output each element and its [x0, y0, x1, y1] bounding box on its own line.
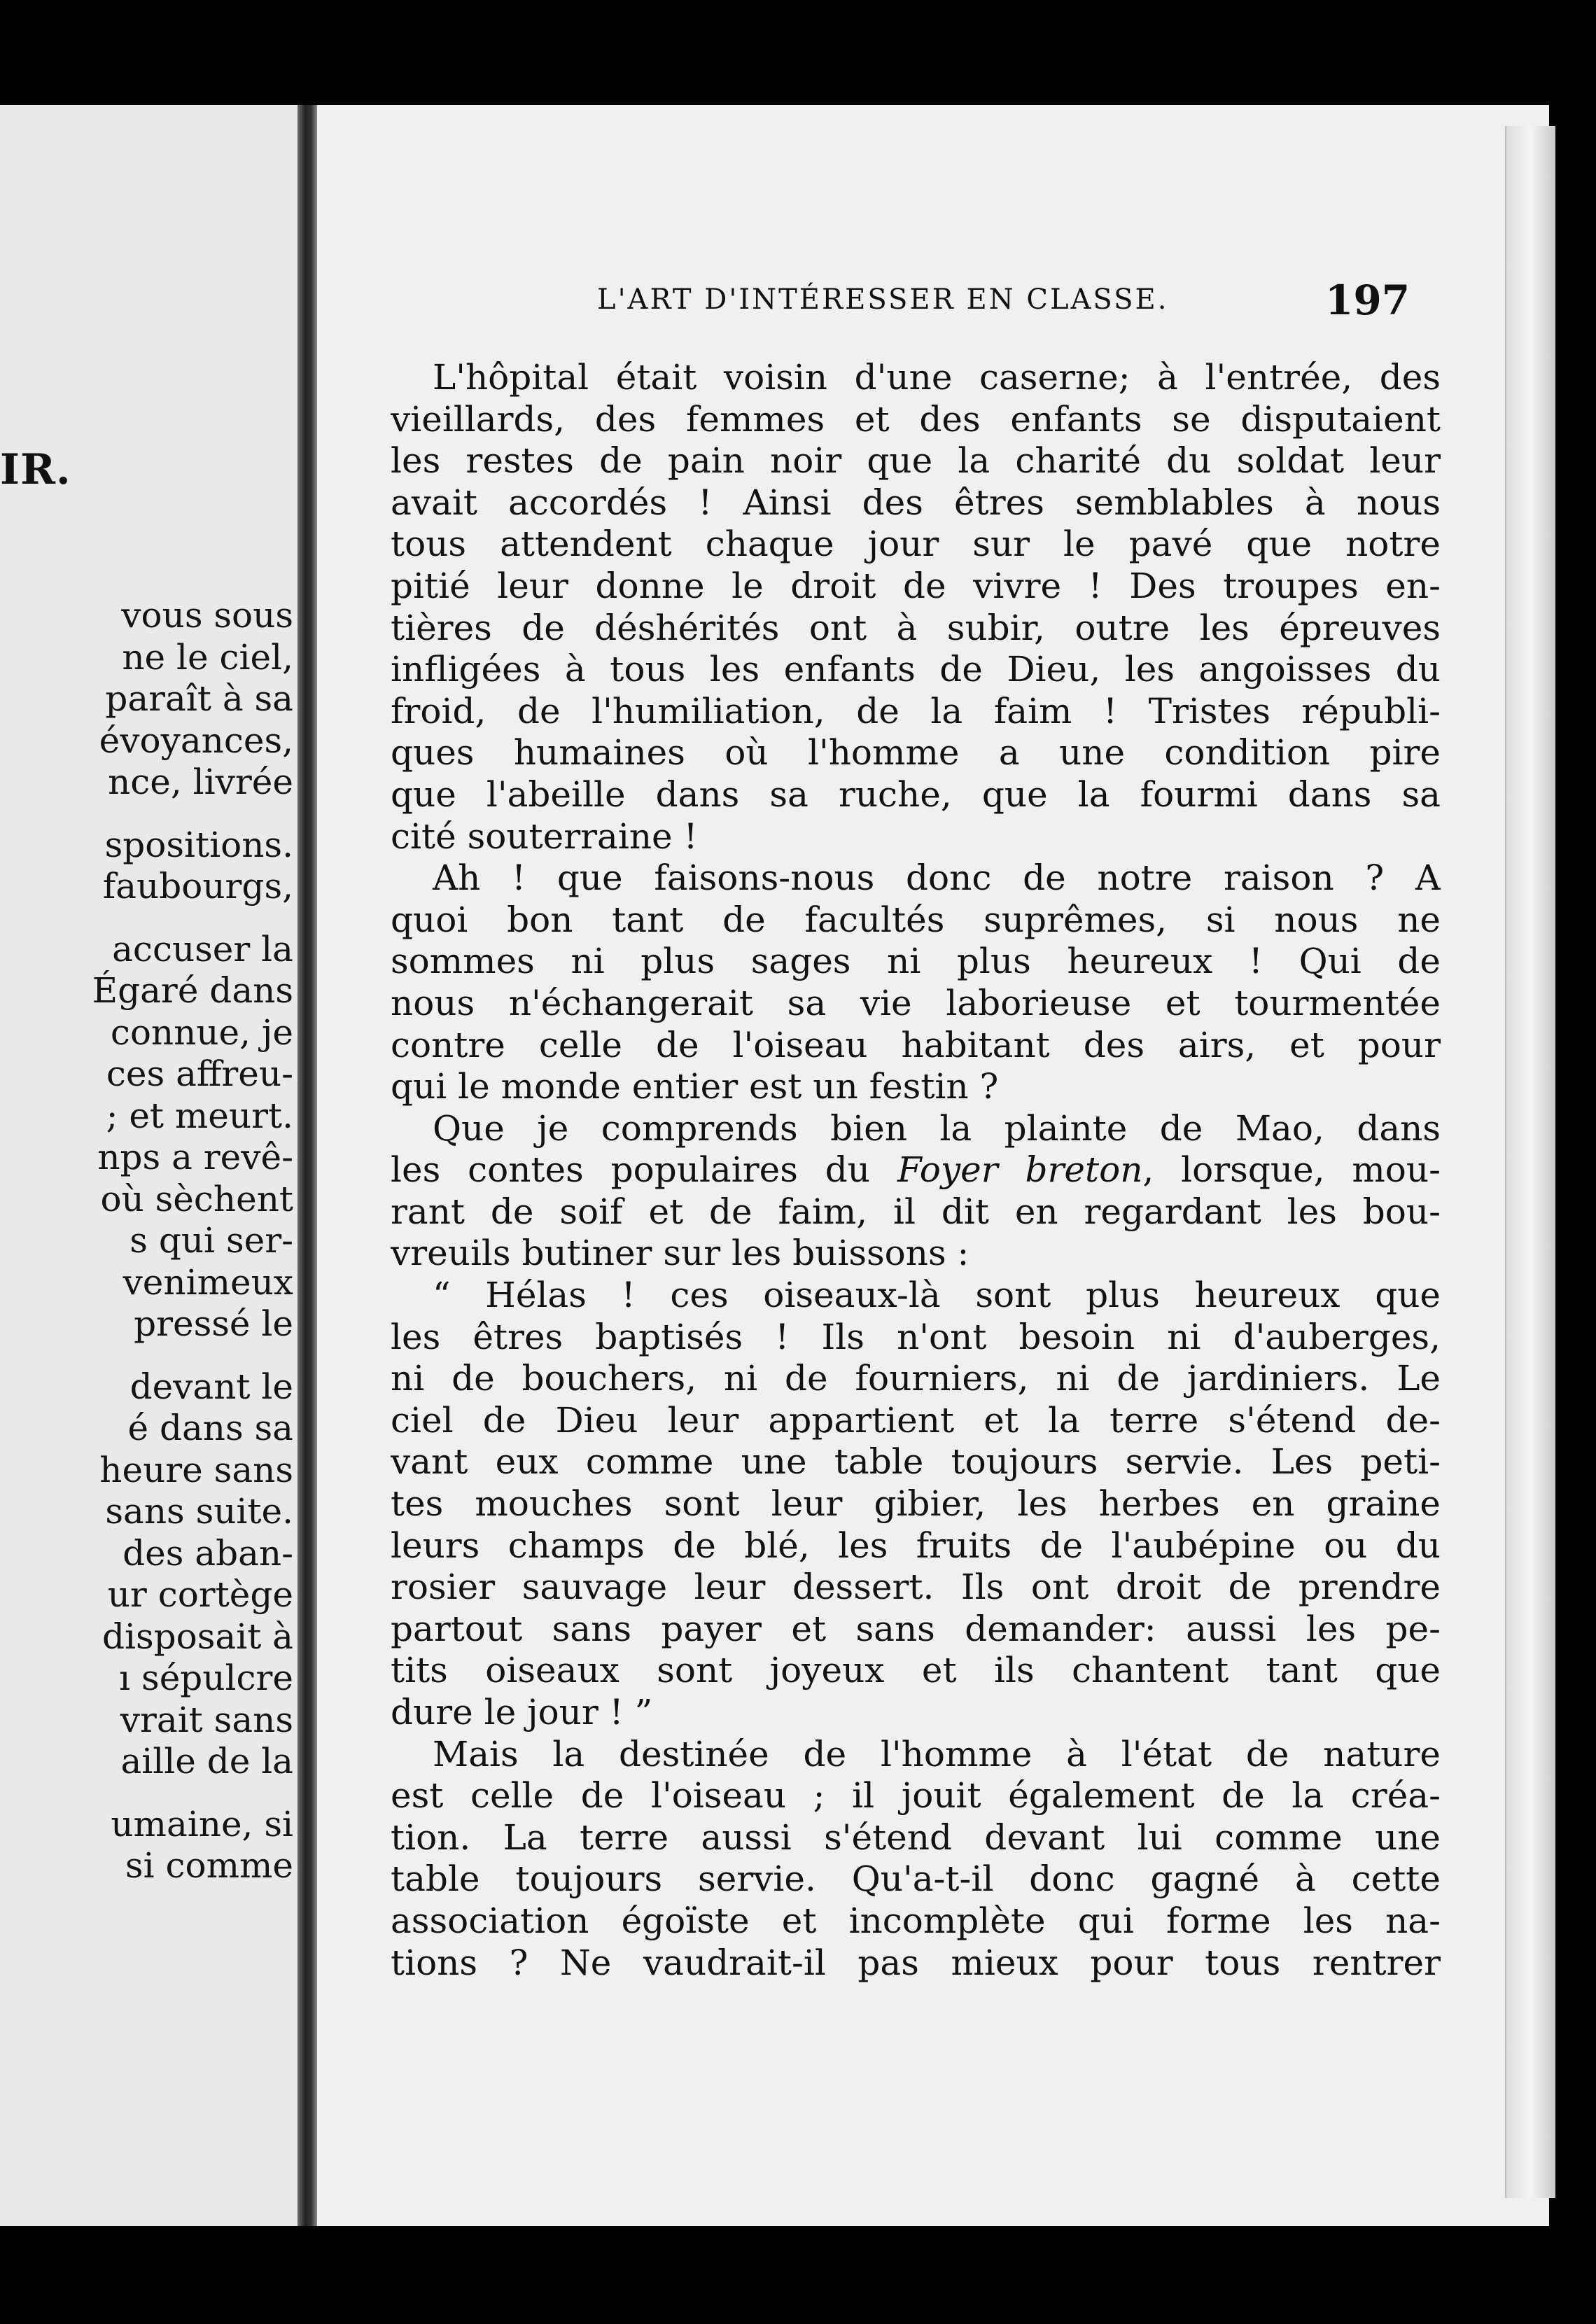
text-line: tes mouches sont leur gibier, les herbes en graine	[391, 1483, 1441, 1525]
left-page-line: venimeux	[122, 1261, 293, 1303]
left-page-heading: IR.	[0, 445, 71, 494]
text-line: ques humaines où l'homme a une condition pire	[391, 732, 1441, 774]
left-page-line: aille de la	[120, 1741, 293, 1782]
text-line: association égoïste et incomplète qui forme les na-	[391, 1900, 1441, 1941]
running-head: L'ART D'INTÉRESSER EN CLASSE.	[597, 284, 1169, 316]
text-line: les êtres baptisés ! Ils n'ont besoin ni d'auberges,	[391, 1316, 1441, 1357]
left-page-line: si comme	[125, 1845, 293, 1886]
left-page-text	[0, 595, 298, 1887]
italic-title: Foyer breton	[897, 1149, 1143, 1191]
left-page-line: é dans sa	[127, 1408, 293, 1448]
left-page-line: devant le	[130, 1366, 293, 1407]
text-line: “ Hélas ! ces oiseaux-là sont plus heureux que	[433, 1275, 1441, 1316]
text-line: L'hôpital était voisin d'une caserne; à l'entrée, des	[433, 357, 1441, 398]
left-page-line	[0, 804, 298, 825]
text-line: tières de déshérités ont à subir, outre les épreuves	[391, 607, 1441, 648]
text-line: ni de bouchers, ni de fourniers, ni de jardiniers. Le	[391, 1358, 1441, 1399]
text-line: dure le jour ! ”	[391, 1692, 653, 1732]
left-page-line: s qui ser-	[130, 1220, 293, 1261]
text-line: leurs champs de blé, les fruits de l'aubépine ou du	[391, 1525, 1441, 1566]
left-page-line: paraît à sa	[105, 678, 293, 719]
left-page-line: évoyances,	[99, 720, 293, 761]
left-page-line: ne le ciel,	[122, 636, 293, 678]
text-line: tits oiseaux sont joyeux et ils chantent tant que	[391, 1650, 1441, 1691]
left-page-line: sans suite.	[105, 1491, 293, 1532]
text-line: vreuils butiner sur les buissons :	[391, 1233, 969, 1274]
text-line: contre celle de l'oiseau habitant des airs, et pour	[391, 1024, 1441, 1065]
page-edges	[1505, 126, 1555, 2198]
left-page-line: spositions.	[104, 824, 293, 865]
left-page-line: vous sous	[121, 595, 293, 636]
left-page	[0, 105, 302, 2226]
left-page-line: connue, je	[110, 1011, 293, 1053]
left-page-line: accuser la	[112, 928, 293, 969]
left-page-line: disposait à	[102, 1616, 293, 1657]
text-line: Que je comprends bien la plainte de Mao, dans	[433, 1107, 1441, 1149]
text-line: pitié leur donne le droit de vivre ! Des troupes en-	[391, 565, 1441, 606]
text-line: nous n'échangerait sa vie laborieuse et tourmentée	[391, 982, 1441, 1023]
text-line: sommes ni plus sages ni plus heureux ! Qui de	[391, 941, 1441, 982]
text-line: quoi bon tant de facultés suprêmes, si nous ne	[391, 899, 1441, 940]
text-line: table toujours servie. Qu'a-t-il donc gagné à cette	[391, 1858, 1441, 1900]
text-line: Mais la destinée de l'homme à l'état de nature	[433, 1733, 1441, 1774]
text-line: Ah ! que faisons-nous donc de notre raison ? A	[433, 858, 1441, 899]
left-page-line: pressé le	[134, 1303, 293, 1344]
left-page-line: ur cortège	[107, 1574, 293, 1615]
text-line: avait accordés ! Ainsi des êtres semblables à nous	[391, 482, 1441, 523]
left-page-line	[0, 908, 298, 929]
left-page-line: vrait sans	[120, 1699, 293, 1740]
page-number: 197	[1325, 276, 1410, 324]
left-page-line: ; et meurt.	[106, 1095, 293, 1136]
text-line: partout sans payer et sans demander: aussi les pe-	[391, 1608, 1441, 1649]
left-page-line: nps a revê-	[97, 1137, 293, 1177]
left-page-line: heure sans	[99, 1449, 293, 1490]
left-page-line	[0, 1345, 298, 1366]
book-gutter	[298, 105, 317, 2226]
left-page-line: Égaré dans	[92, 970, 293, 1011]
left-page-line: ı sépulcre	[119, 1658, 293, 1698]
body-text	[391, 357, 1441, 1984]
text-line: vant eux comme une table toujours servie. Les peti-	[391, 1441, 1441, 1483]
text-line: froid, de l'humiliation, de la faim ! Tristes républi-	[391, 690, 1441, 732]
left-page-line: umaine, si	[111, 1803, 293, 1844]
text-line: ciel de Dieu leur appartient et la terre s'étend de-	[391, 1399, 1441, 1441]
text-line: infligées à tous les enfants de Dieu, les angoisses du	[391, 649, 1441, 690]
text-line: tion. La terre aussi s'étend devant lui comme une	[391, 1816, 1441, 1858]
text-line: vieillards, des femmes et des enfants se disputaient	[391, 398, 1441, 440]
right-page	[317, 105, 1549, 2226]
text-line: est celle de l'oiseau ; il jouit également de la créa-	[391, 1775, 1441, 1816]
text-line: qui le monde entier est un festin ?	[391, 1066, 999, 1107]
left-page-line: ces affreu-	[106, 1054, 293, 1094]
text-line: tous attendent chaque jour sur le pavé que notre	[391, 524, 1441, 565]
text-line: les contes populaires du Foyer breton, lorsque, mou-	[391, 1149, 1441, 1191]
left-page-line: faubourgs,	[102, 866, 293, 906]
left-page-line: où sèchent	[100, 1178, 293, 1219]
text-line: les restes de pain noir que la charité du soldat leur	[391, 440, 1441, 482]
text-line: cité souterraine !	[391, 816, 698, 857]
text-line: tions ? Ne vaudrait-il pas mieux pour tous rentrer	[391, 1942, 1441, 1983]
text-line: rant de soif et de faim, il dit en regardant les bou-	[391, 1191, 1441, 1232]
text-line: rosier sauvage leur dessert. Ils ont droit de prendre	[391, 1567, 1441, 1608]
text-line: que l'abeille dans sa ruche, que la fourmi dans sa	[391, 774, 1441, 815]
left-page-line	[0, 1783, 298, 1804]
left-page-line: nce, livrée	[108, 762, 293, 802]
left-page-line: des aban-	[122, 1532, 293, 1574]
